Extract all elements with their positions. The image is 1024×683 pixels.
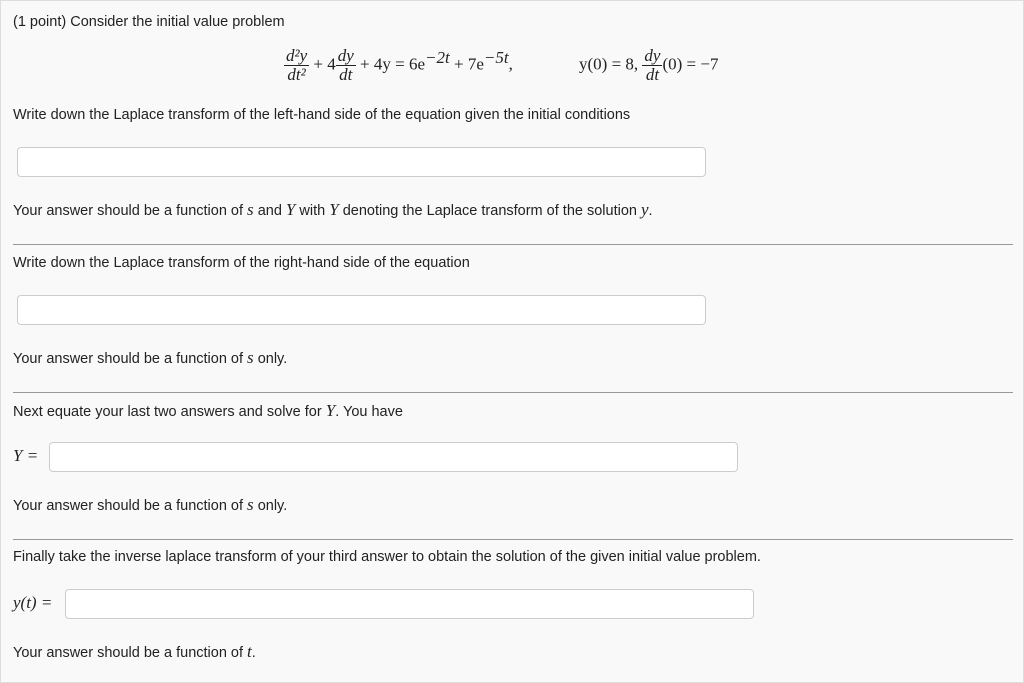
ic-y0: y(0) = 8, bbox=[579, 54, 639, 74]
divider bbox=[13, 392, 1013, 393]
yt-label: y(t) = bbox=[13, 593, 53, 612]
frac-den: dt bbox=[339, 65, 353, 84]
initial-conditions bbox=[579, 47, 718, 84]
hint-text: Your answer should be a function of bbox=[13, 203, 248, 219]
hint-text: denoting the Laplace transform of the solution bbox=[338, 203, 641, 219]
hint-text: with bbox=[295, 203, 330, 219]
frac-num: dy bbox=[337, 46, 354, 65]
rhs-answer-input[interactable] bbox=[17, 295, 706, 325]
part3-prompt bbox=[13, 401, 403, 421]
eq-term: + 7e bbox=[449, 54, 484, 74]
part3-hint bbox=[13, 495, 287, 515]
hint-var: y bbox=[640, 200, 649, 219]
part2-hint bbox=[13, 348, 287, 368]
eq-term: + 4 bbox=[313, 54, 336, 74]
prompt-text: . You have bbox=[335, 404, 403, 420]
differential-equation bbox=[284, 47, 513, 84]
hint-var: t bbox=[247, 642, 252, 661]
eq-exponent: −2t bbox=[425, 47, 450, 67]
hint-text: only. bbox=[253, 498, 288, 514]
hint-text: Your answer should be a function of bbox=[13, 498, 248, 514]
eq-term: + 4y = 6e bbox=[360, 54, 426, 74]
part4-prompt: Finally take the inverse laplace transform of your third answer to obtain the solution of the given initial value problem. bbox=[13, 549, 761, 565]
frac-num: dy bbox=[644, 46, 661, 65]
frac-den: dt² bbox=[287, 65, 306, 84]
problem-intro: (1 point) Consider the initial value problem bbox=[13, 14, 285, 30]
part4-hint bbox=[13, 642, 256, 662]
divider bbox=[13, 539, 1013, 540]
prompt-text: Next equate your last two answers and solve for bbox=[13, 404, 326, 420]
Y-label: Y = bbox=[13, 446, 39, 465]
frac-den: dt bbox=[645, 65, 660, 84]
divider bbox=[13, 244, 1013, 245]
part1-hint bbox=[13, 200, 653, 220]
hint-var: s bbox=[247, 495, 254, 514]
hint-var: Y bbox=[285, 200, 296, 219]
prompt-var: Y bbox=[325, 401, 336, 420]
frac-num: d²y bbox=[286, 46, 308, 65]
hint-text: only. bbox=[253, 351, 288, 367]
Y-answer-input[interactable] bbox=[49, 442, 738, 472]
hint-var: s bbox=[247, 348, 254, 367]
hint-text: . bbox=[251, 645, 256, 661]
hint-text: Your answer should be a function of bbox=[13, 645, 248, 661]
part1-prompt: Write down the Laplace transform of the left-hand side of the equation given the initial conditions bbox=[13, 107, 631, 123]
hint-var: s bbox=[247, 200, 254, 219]
hint-text: Your answer should be a function of bbox=[13, 351, 248, 367]
part2-prompt: Write down the Laplace transform of the right-hand side of the equation bbox=[13, 255, 470, 271]
ic-dy0: (0) = −7 bbox=[662, 54, 719, 74]
solution-answer-input[interactable] bbox=[65, 589, 754, 619]
hint-var: Y bbox=[329, 200, 339, 219]
hint-text: and bbox=[253, 203, 286, 219]
eq-exponent: −5t bbox=[483, 47, 509, 67]
eq-comma: , bbox=[508, 54, 513, 74]
hint-text: . bbox=[648, 203, 653, 219]
lhs-answer-input[interactable] bbox=[17, 147, 706, 177]
